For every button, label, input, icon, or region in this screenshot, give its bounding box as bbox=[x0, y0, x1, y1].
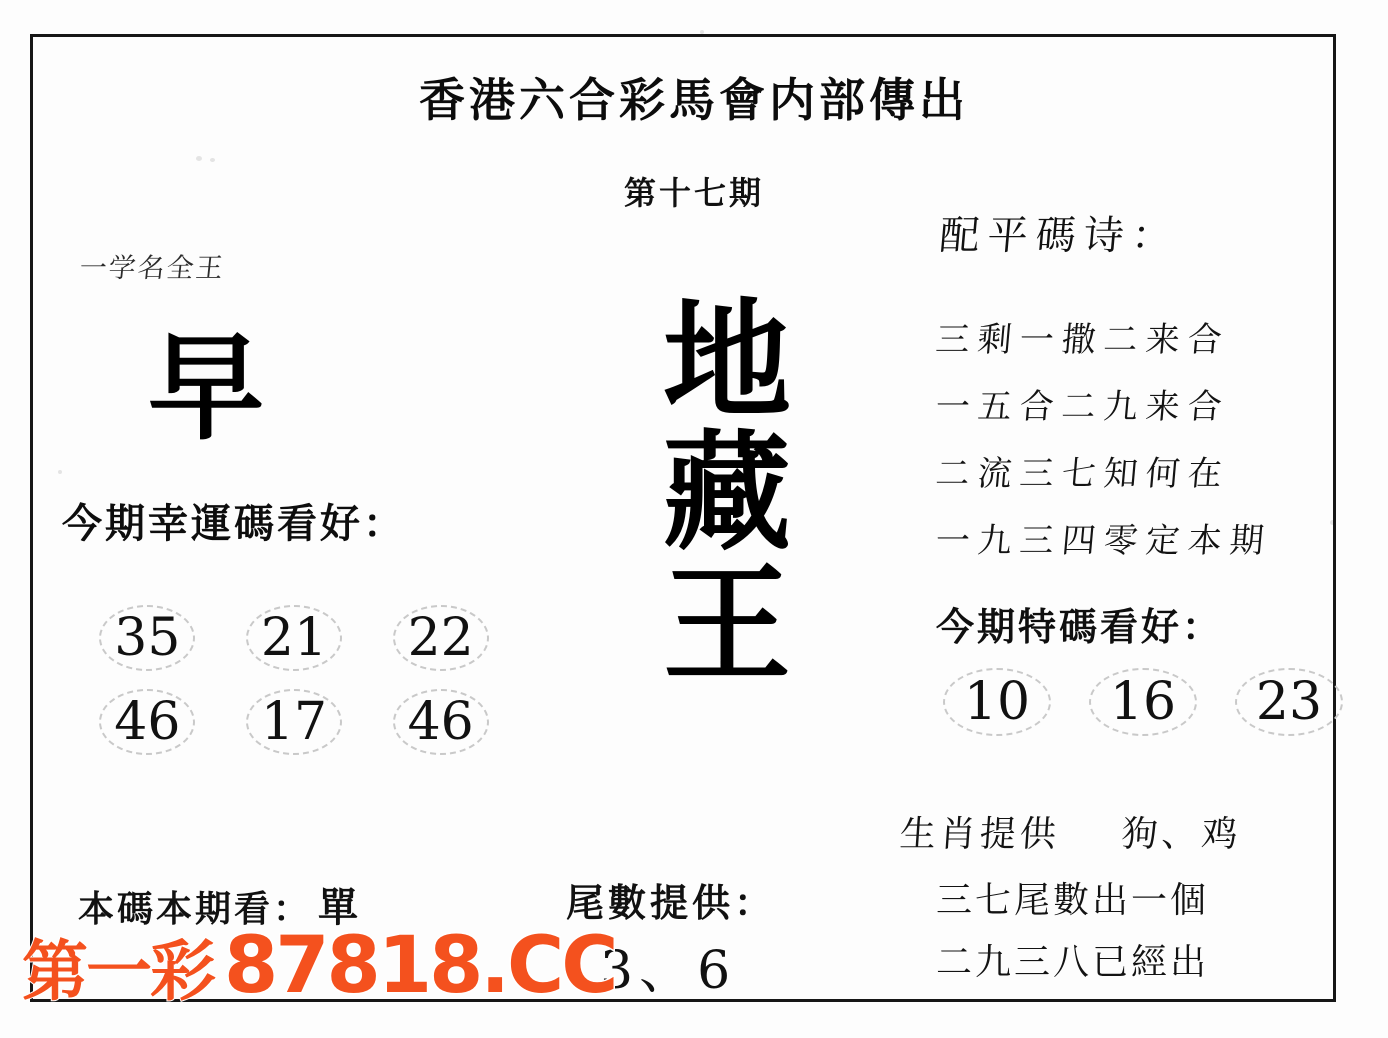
lucky-number-value: 17 bbox=[260, 692, 328, 752]
handwritten-note: 一学名全王 bbox=[78, 253, 227, 284]
issue-number: 第十七期 bbox=[623, 174, 764, 212]
zodiac-row bbox=[898, 806, 1243, 857]
poem-title: 配平碼诗： bbox=[937, 213, 1182, 259]
special-number bbox=[1230, 672, 1348, 732]
zodiac-label: 生肖提供 bbox=[898, 814, 1062, 855]
lucky-number bbox=[74, 608, 221, 668]
lucky-number bbox=[367, 608, 514, 668]
poem-line: 一九三四零定本期 bbox=[933, 521, 1274, 561]
lucky-numbers-row bbox=[74, 692, 514, 752]
lucky-numbers-grid bbox=[74, 608, 514, 776]
bottom-prediction-answer: 單 bbox=[318, 884, 362, 931]
note-line: 二九三八已經出 bbox=[936, 942, 1210, 983]
zodiac-values: 狗、鸡 bbox=[1120, 814, 1244, 855]
tail-numbers-value: 3、6 bbox=[600, 941, 737, 1001]
lucky-number bbox=[221, 692, 368, 752]
lucky-number bbox=[367, 692, 514, 752]
lucky-number-value: 21 bbox=[260, 608, 328, 668]
poem-line: 二流三七知何在 bbox=[933, 454, 1232, 494]
lucky-number bbox=[221, 608, 368, 668]
lucky-number-value: 46 bbox=[407, 692, 474, 752]
lucky-numbers-label: 今期幸運碼看好： bbox=[62, 500, 406, 547]
poem-line: 三剩一撒二来合 bbox=[933, 320, 1232, 360]
watermark-brand: 第一彩 bbox=[22, 933, 214, 1010]
featured-character: 早 bbox=[148, 320, 264, 456]
watermark-url: 87818.CC bbox=[224, 920, 616, 1011]
special-number bbox=[1084, 672, 1202, 732]
poem-line: 一五合二九来合 bbox=[933, 387, 1232, 427]
special-numbers-row bbox=[938, 672, 1348, 732]
center-headline: 地藏王 bbox=[662, 286, 791, 700]
page-title: 香港六合彩馬會内部傳出 bbox=[419, 73, 969, 127]
poem-block bbox=[933, 312, 1356, 580]
special-number-value: 23 bbox=[1255, 672, 1323, 732]
note-line: 三七尾數出一個 bbox=[936, 880, 1210, 921]
lucky-number-value: 46 bbox=[114, 692, 181, 752]
lucky-number-value: 35 bbox=[114, 608, 181, 668]
watermark bbox=[22, 918, 615, 1013]
special-number-value: 16 bbox=[1109, 672, 1177, 732]
lucky-numbers-row bbox=[74, 608, 514, 668]
lucky-number bbox=[74, 692, 221, 752]
lucky-number-value: 22 bbox=[407, 608, 474, 668]
tail-numbers-label: 尾數提供： bbox=[566, 880, 777, 925]
special-number-value: 10 bbox=[963, 672, 1031, 732]
special-numbers-label: 今期特碼看好： bbox=[936, 604, 1224, 649]
special-number bbox=[938, 672, 1056, 732]
bottom-prediction-label: 本碼本期看： bbox=[78, 888, 313, 930]
